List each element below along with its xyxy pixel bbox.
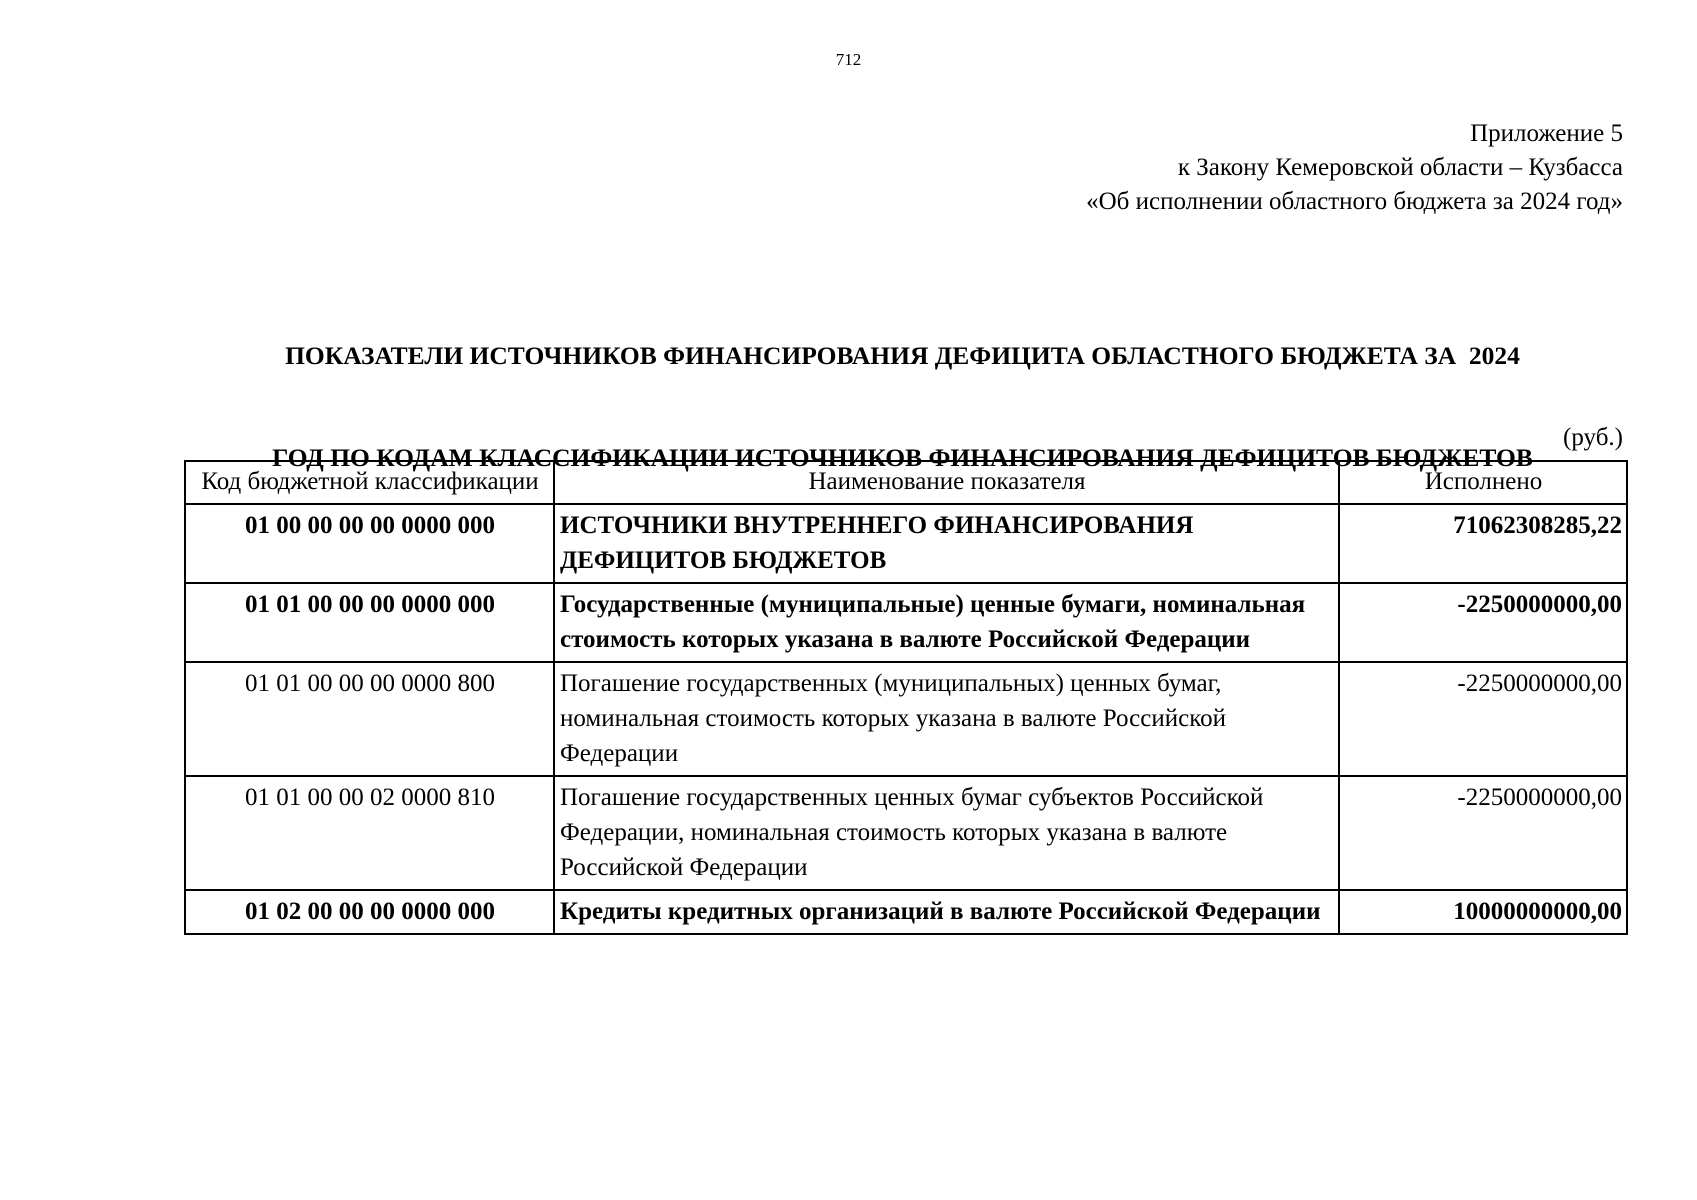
table-row — [185, 662, 1627, 776]
table-row — [185, 504, 1627, 583]
title-line-1: ПОКАЗАТЕЛИ ИСТОЧНИКОВ ФИНАНСИРОВАНИЯ ДЕФИЦИТА ОБЛАСТНОГО БЮДЖЕТА ЗА 2024 — [285, 341, 1520, 370]
row-value: -2250000000,00 — [1339, 776, 1627, 890]
table-header-row — [185, 461, 1627, 504]
table-row — [185, 890, 1627, 934]
title-line-2: ГОД ПО КОДАМ КЛАССИФИКАЦИИ ИСТОЧНИКОВ ФИНАНСИРОВАНИЯ ДЕФИЦИТОВ БЮДЖЕТОВ — [272, 443, 1533, 472]
row-value: 71062308285,22 — [1339, 504, 1627, 583]
row-code: 01 02 00 00 00 0000 000 — [185, 890, 554, 934]
table-row — [185, 776, 1627, 890]
appendix-line-2: к Закону Кемеровской области – Кузбасса — [1177, 154, 1623, 181]
appendix-header — [1086, 117, 1623, 219]
row-value: -2250000000,00 — [1339, 583, 1627, 662]
row-name: ИСТОЧНИКИ ВНУТРЕННЕГО ФИНАНСИРОВАНИЯ ДЕФИЦИТОВ БЮДЖЕТОВ — [554, 504, 1339, 583]
row-name: Кредиты кредитных организаций в валюте Российской Федерации — [554, 890, 1339, 934]
units-label: (руб.) — [1563, 424, 1623, 451]
row-code: 01 01 00 00 00 0000 800 — [185, 662, 554, 776]
row-value: 10000000000,00 — [1339, 890, 1627, 934]
row-code: 01 00 00 00 00 0000 000 — [185, 504, 554, 583]
appendix-line-1: Приложение 5 — [1470, 120, 1623, 147]
row-name: Погашение государственных (муниципальных) ценных бумаг, номинальная стоимость которых указана в валюте Российской Федерации — [554, 662, 1339, 776]
appendix-line-3: «Об исполнении областного бюджета за 2024 год» — [1086, 188, 1623, 215]
header-value: Исполнено — [1339, 461, 1627, 504]
row-name: Государственные (муниципальные) ценные бумаги, номинальная стоимость которых указана в валюте Российской Федерации — [554, 583, 1339, 662]
row-code: 01 01 00 00 02 0000 810 — [185, 776, 554, 890]
table-row — [185, 583, 1627, 662]
page-number: 712 — [835, 50, 862, 69]
financing-sources-table — [184, 460, 1628, 935]
row-value: -2250000000,00 — [1339, 662, 1627, 776]
header-code: Код бюджетной классификации — [185, 461, 554, 504]
row-name: Погашение государственных ценных бумаг субъектов Российской Федерации, номинальная стоимость которых указана в валюте Российской Федерации — [554, 776, 1339, 890]
header-name: Наименование показателя — [554, 461, 1339, 504]
row-code: 01 01 00 00 00 0000 000 — [185, 583, 554, 662]
